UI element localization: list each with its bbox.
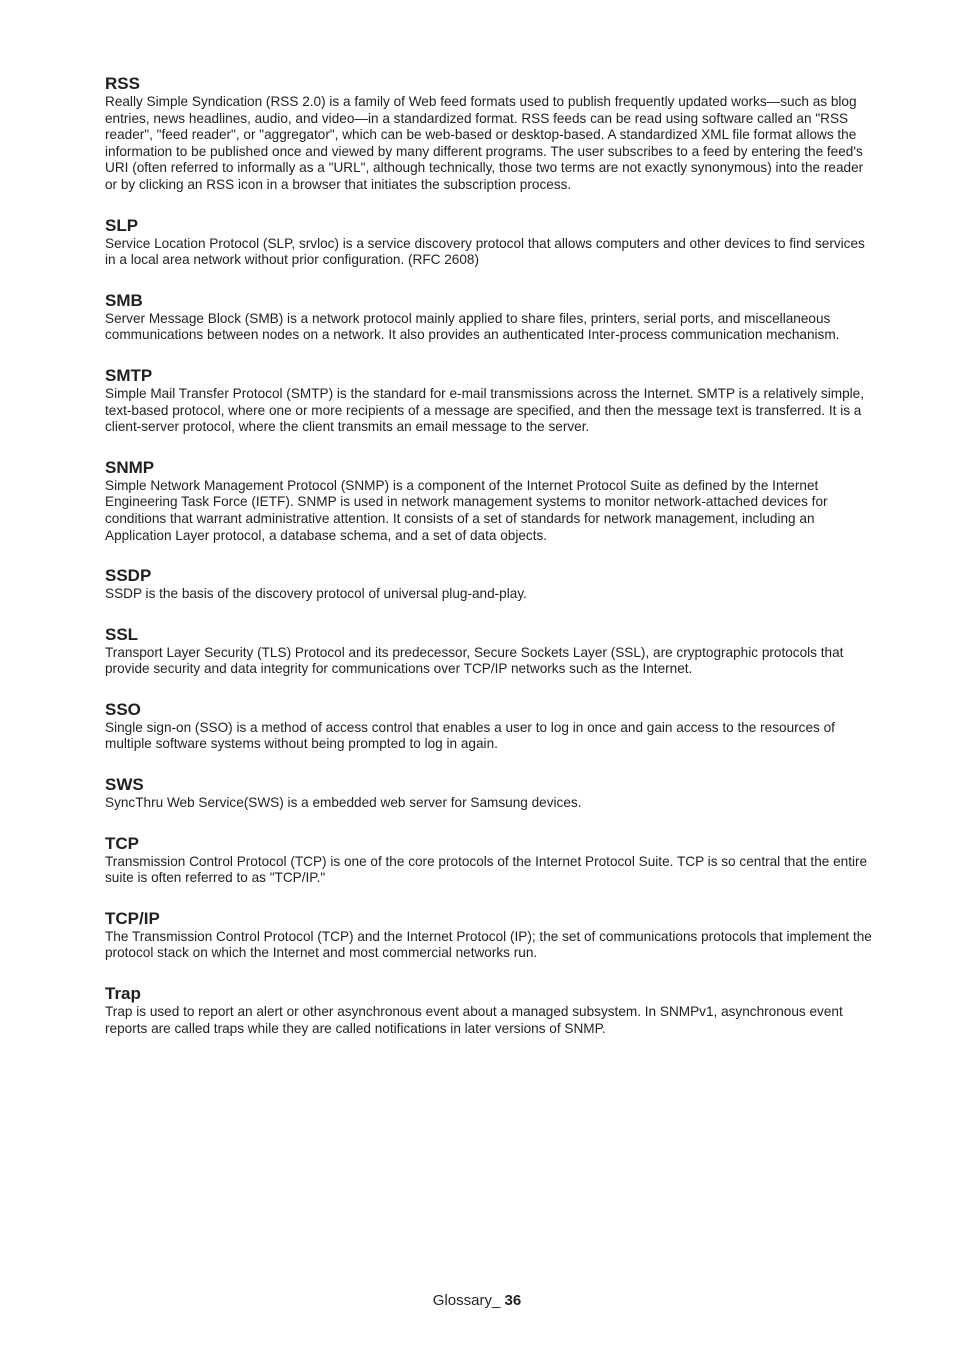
glossary-entry: [105, 700, 875, 753]
glossary-term: SLP: [105, 215, 139, 235]
glossary-definition: SSDP is the basis of the discovery protocol of universal plug-and-play.: [105, 586, 527, 602]
glossary-term: SMTP: [105, 365, 153, 385]
glossary-entry: [105, 775, 875, 812]
glossary-term: RSS: [105, 74, 140, 93]
glossary-entry: [105, 566, 875, 603]
glossary-entry: [105, 366, 875, 436]
glossary-entry: [105, 74, 875, 194]
glossary-definition: Service Location Protocol (SLP, srvloc) is a service discovery protocol that allows computers and other devices to find services in a local area network without prior configuration. (RFC 2608): [105, 235, 865, 268]
glossary-definition: Transmission Control Protocol (TCP) is one of the core protocols of the Internet Protocol Suite. TCP is so central that the entire suite is often referred to as "TCP/IP.": [105, 853, 868, 886]
glossary-term: SMB: [105, 290, 143, 310]
glossary-definition: Simple Mail Transfer Protocol (SMTP) is the standard for e-mail transmissions across the Internet. SMTP is a relatively simple, text-based protocol, where one or more recipients of a message are specified, and then the message text is transferred. It is a client-server protocol, where the client transmits an email message to the server.: [105, 385, 864, 435]
glossary-definition: The Transmission Control Protocol (TCP) and the Internet Protocol (IP); the set of communications protocols that implement the protocol stack on which the Internet and most commercial networks run.: [105, 928, 872, 961]
page-number: 36: [504, 1292, 522, 1309]
glossary-term: SNMP: [105, 457, 155, 477]
glossary-entry: [105, 458, 875, 544]
glossary-definition: Single sign-on (SSO) is a method of access control that enables a user to log in once and gain access to the resources of multiple software systems without being prompted to log in again.: [105, 719, 835, 752]
glossary-entry: [105, 625, 875, 678]
glossary-term: SSL: [105, 624, 139, 644]
glossary-definition: Server Message Block (SMB) is a network protocol mainly applied to share files, printers, serial ports, and miscellaneous communications between nodes on a network. It also provides an authenticated Inter-process communication mechanism.: [105, 310, 840, 343]
glossary-term: TCP: [105, 833, 139, 853]
glossary-entry: [105, 216, 875, 269]
glossary-entry: [105, 909, 875, 962]
glossary-term: Trap: [105, 984, 141, 1004]
glossary-term: SSDP: [105, 566, 152, 586]
glossary-definition: Transport Layer Security (TLS) Protocol and its predecessor, Secure Sockets Layer (SSL), are cryptographic protocols that provide security and data integrity for communications over TCP/IP networks such as the Internet.: [105, 644, 844, 677]
glossary-term: SWS: [105, 775, 144, 795]
glossary-definition: Trap is used to report an alert or other asynchronous event about a managed subsystem. In SNMPv1, asynchronous event reports are called traps while they are called notifications in later versions of SNMP.: [105, 1004, 843, 1036]
glossary-entry: [105, 291, 875, 344]
glossary-term: TCP/IP: [105, 908, 160, 928]
footer-section-label: Glossary_: [432, 1292, 501, 1309]
glossary-list: [105, 74, 875, 1059]
page-footer: [0, 1292, 954, 1310]
glossary-definition: Simple Network Management Protocol (SNMP) is a component of the Internet Protocol Suite as defined by the Internet Engineering Task Force (IETF). SNMP is used in network management systems to monitor network-attached devices for conditions that warrant administrative attention. It consists of a set of standards for network management, including an Application Layer protocol, a database schema, and a set of data objects.: [105, 477, 828, 543]
glossary-term: SSO: [105, 699, 141, 719]
glossary-definition: Really Simple Syndication (RSS 2.0) is a family of Web feed formats used to publish frequently updated works—such as blog entries, news headlines, audio, and video—in a standardized format. RSS feeds can be read using software called an "RSS reader", "feed reader", or "aggregator", which can be web-based or desktop-based. A standardized XML file format allows the information to be published once and viewed by many different programs. The user subscribes to a feed by entering the feed's URI (often referred to informally as a "URL", although technically, those two terms are not exactly synonymous) into the reader or by clicking an RSS icon in a browser that initiates the subscription process.: [105, 94, 864, 192]
glossary-entry: [105, 834, 875, 887]
glossary-definition: SyncThru Web Service(SWS) is a embedded web server for Samsung devices.: [105, 795, 582, 811]
glossary-entry: [105, 984, 875, 1037]
